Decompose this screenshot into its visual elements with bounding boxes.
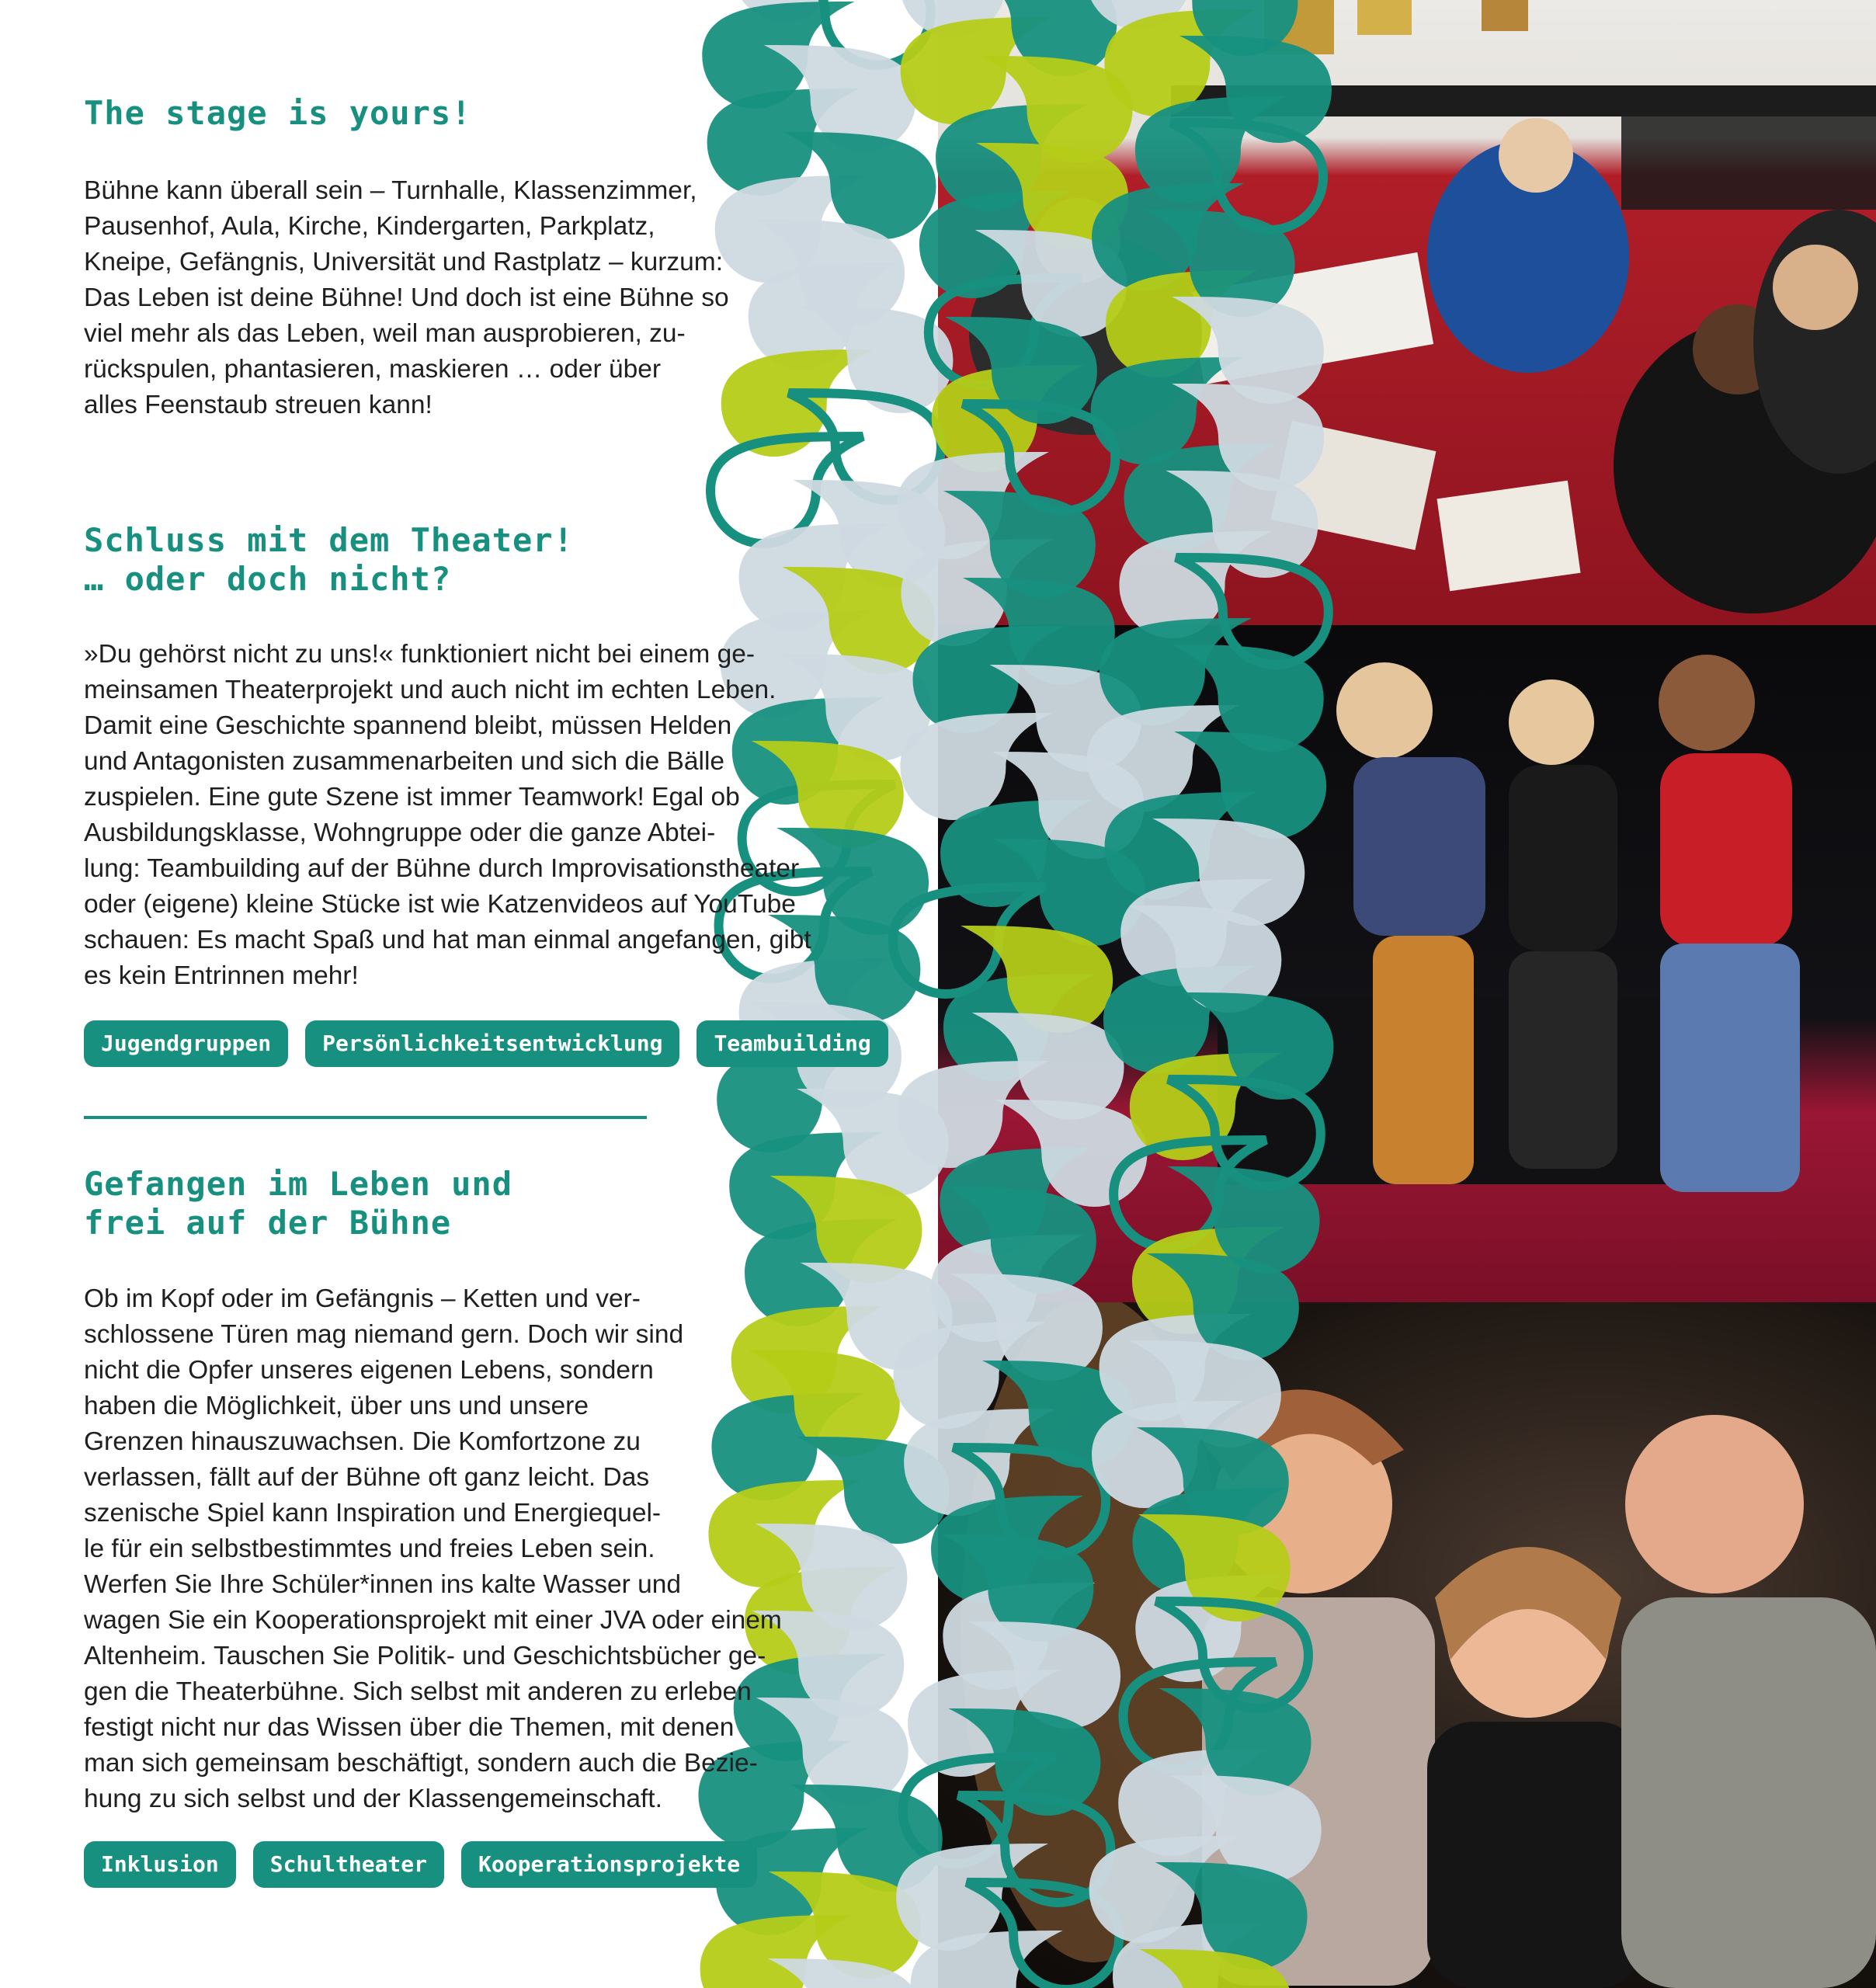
- section-divider: [84, 1116, 647, 1119]
- text-line: und Antagonisten zusammenarbeiten und sich die Bälle: [84, 747, 725, 776]
- heading-gefangen-im-leben: [84, 1165, 512, 1242]
- text-line: Ob im Kopf oder im Gefängnis – Ketten und ver-: [84, 1284, 641, 1313]
- text-line: hung zu sich selbst und der Klassengemeinschaft.: [84, 1785, 662, 1813]
- text-line: Grenzen hinauszuwachsen. Die Komfortzone zu: [84, 1427, 641, 1456]
- text-line: nicht die Opfer unseres eigenen Lebens, sondern: [84, 1356, 654, 1385]
- tag-persoenlichkeitsentwicklung[interactable]: Persönlichkeitsentwicklung: [305, 1020, 679, 1067]
- heading-line: The stage is yours!: [84, 94, 472, 132]
- text-line: szenische Spiel kann Inspiration und Energiequel-: [84, 1499, 662, 1527]
- tag-teambuilding[interactable]: Teambuilding: [697, 1020, 888, 1067]
- paragraph-schluss-mit-dem-theater: [84, 637, 811, 994]
- tag-jugendgruppen[interactable]: Jugendgruppen: [84, 1020, 288, 1067]
- text-line: le für ein selbstbestimmtes und freies Leben sein.: [84, 1534, 655, 1563]
- heading-stage-is-yours: [84, 94, 471, 133]
- tag-inklusion[interactable]: Inklusion: [84, 1841, 236, 1888]
- text-line: Altenheim. Tauschen Sie Politik- und Geschichtsbücher ge-: [84, 1642, 766, 1670]
- text-line: schauen: Es macht Spaß und hat man einmal angefangen, gibt: [84, 926, 811, 954]
- tag-kooperationsprojekte[interactable]: Kooperationsprojekte: [461, 1841, 757, 1888]
- text-line: schlossene Türen mag niemand gern. Doch wir sind: [84, 1320, 684, 1349]
- text-line: alles Feenstaub streuen kann!: [84, 391, 433, 419]
- text-line: viel mehr als das Leben, weil man ausprobieren, zu-: [84, 319, 686, 348]
- text-line: meinsamen Theaterprojekt und auch nicht im echten Leben.: [84, 676, 776, 704]
- text-line: festigt nicht nur das Wissen über die Themen, mit denen: [84, 1713, 735, 1742]
- text-line: zuspielen. Eine gute Szene ist immer Teamwork! Egal ob: [84, 783, 740, 812]
- tag-list-section-2: [84, 1020, 888, 1067]
- text-line: gen die Theaterbühne. Sich selbst mit anderen zu erleben: [84, 1677, 752, 1706]
- text-line: lung: Teambuilding auf der Bühne durch Improvisationstheater: [84, 854, 800, 883]
- text-line: Pausenhof, Aula, Kirche, Kindergarten, Parkplatz,: [84, 212, 655, 241]
- tag-schultheater[interactable]: Schultheater: [253, 1841, 444, 1888]
- text-line: es kein Entrinnen mehr!: [84, 961, 359, 990]
- paragraph-gefangen-im-leben: [84, 1281, 782, 1817]
- text-line: haben die Möglichkeit, über uns und unsere: [84, 1392, 589, 1420]
- text-line: man sich gemeinsam beschäftigt, sondern auch die Bezie-: [84, 1749, 758, 1778]
- text-line: Damit eine Geschichte spannend bleibt, müssen Helden: [84, 711, 732, 740]
- text-line: Bühne kann überall sein – Turnhalle, Klassenzimmer,: [84, 176, 697, 205]
- text-line: Werfen Sie Ihre Schüler*innen ins kalte Wasser und: [84, 1570, 682, 1599]
- text-line: Das Leben ist deine Bühne! Und doch ist eine Bühne so: [84, 283, 729, 312]
- text-line: wagen Sie ein Kooperationsprojekt mit einer JVA oder einem: [84, 1606, 782, 1635]
- heading-line: frei auf der Bühne: [84, 1204, 452, 1242]
- text-line: »Du gehörst nicht zu uns!« funktioniert nicht bei einem ge-: [84, 640, 756, 669]
- heading-line: Gefangen im Leben und: [84, 1165, 513, 1203]
- heading-schluss-mit-dem-theater: [84, 521, 574, 599]
- text-line: verlassen, fällt auf der Bühne oft ganz leicht. Das: [84, 1463, 650, 1492]
- text-line: oder (eigene) kleine Stücke ist wie Katzenvideos auf YouTube: [84, 890, 796, 919]
- heading-line: Schluss mit dem Theater!: [84, 521, 574, 559]
- text-line: Kneipe, Gefängnis, Universität und Rastplatz – kurzum:: [84, 248, 724, 276]
- paragraph-stage-is-yours: [84, 173, 729, 423]
- heading-line: … oder doch nicht?: [84, 560, 452, 598]
- tag-list-section-3: [84, 1841, 757, 1888]
- text-line: rückspulen, phantasieren, maskieren … oder über: [84, 355, 661, 384]
- text-line: Ausbildungsklasse, Wohngruppe oder die ganze Abtei-: [84, 818, 716, 847]
